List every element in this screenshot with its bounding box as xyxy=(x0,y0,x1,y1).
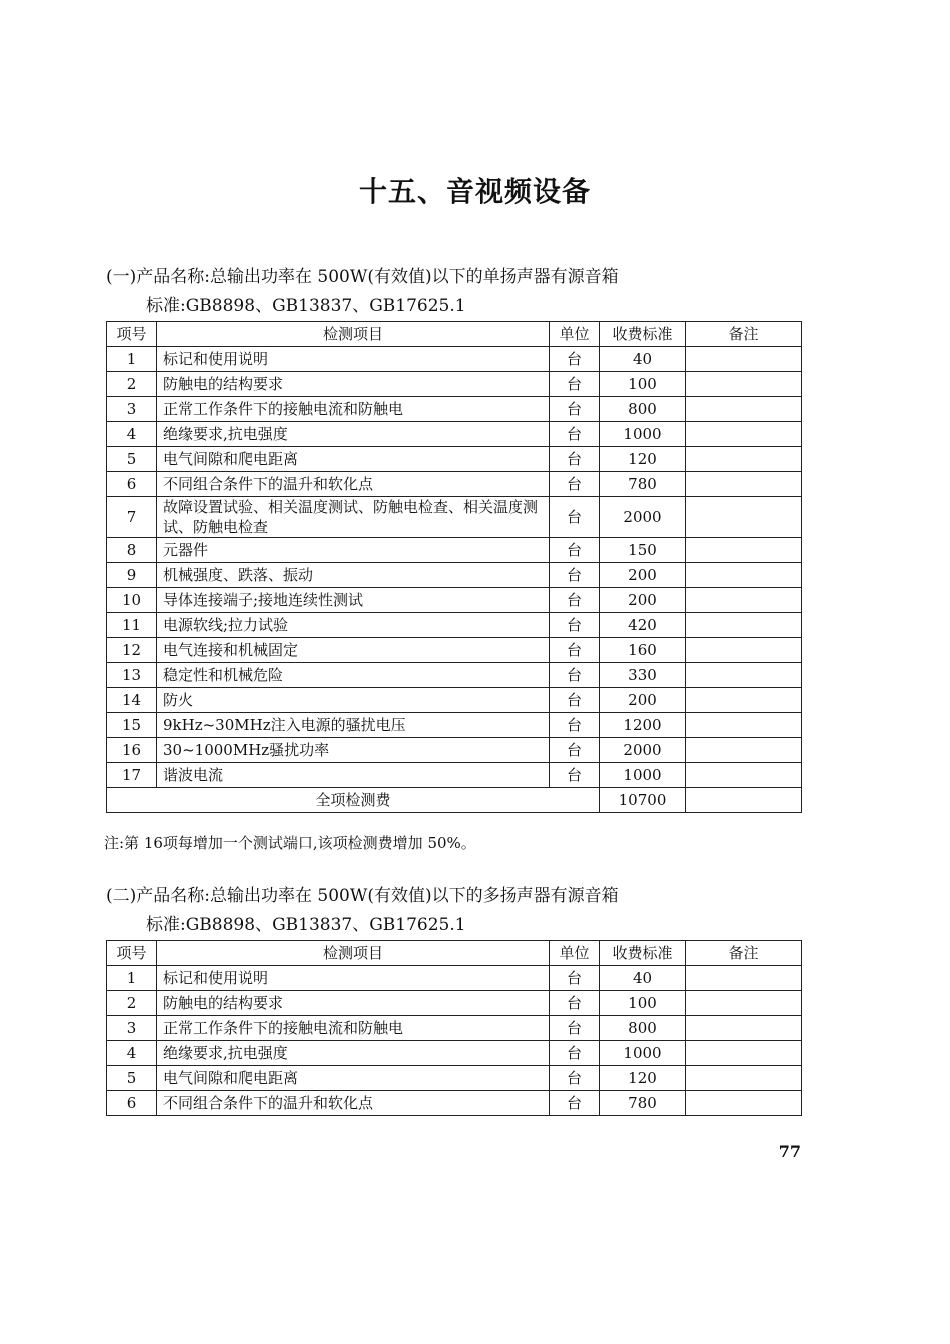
row-fee: 780 xyxy=(600,472,686,497)
row-fee: 1000 xyxy=(600,763,686,788)
table-row xyxy=(107,472,802,497)
header-fee: 收费标准 xyxy=(600,941,686,966)
section2-heading: (二)产品名称:总输出功率在 500W(有效值)以下的多扬声器有源音箱 xyxy=(106,886,619,906)
row-unit: 台 xyxy=(550,347,600,372)
row-unit: 台 xyxy=(550,663,600,688)
row-unit: 台 xyxy=(550,588,600,613)
table-row xyxy=(107,613,802,638)
row-unit: 台 xyxy=(550,1016,600,1041)
row-item: 30~1000MHz骚扰功率 xyxy=(157,738,550,763)
row-unit: 台 xyxy=(550,538,600,563)
table-row xyxy=(107,497,802,538)
table-header-row xyxy=(107,941,802,966)
table-row xyxy=(107,372,802,397)
row-remark xyxy=(686,713,802,738)
row-unit: 台 xyxy=(550,1091,600,1116)
table-row xyxy=(107,538,802,563)
row-number: 12 xyxy=(107,638,157,663)
row-remark xyxy=(686,991,802,1016)
row-item: 谐波电流 xyxy=(157,763,550,788)
row-item: 正常工作条件下的接触电流和防触电 xyxy=(157,1016,550,1041)
row-unit: 台 xyxy=(550,713,600,738)
row-remark xyxy=(686,397,802,422)
table-row xyxy=(107,1066,802,1091)
row-number: 17 xyxy=(107,763,157,788)
row-remark xyxy=(686,563,802,588)
row-number: 9 xyxy=(107,563,157,588)
row-unit: 台 xyxy=(550,372,600,397)
row-item: 稳定性和机械危险 xyxy=(157,663,550,688)
row-remark xyxy=(686,763,802,788)
row-fee: 330 xyxy=(600,663,686,688)
row-fee: 2000 xyxy=(600,497,686,538)
row-remark xyxy=(686,966,802,991)
row-remark xyxy=(686,1041,802,1066)
row-item: 防触电的结构要求 xyxy=(157,372,550,397)
header-unit: 单位 xyxy=(550,322,600,347)
row-unit: 台 xyxy=(550,472,600,497)
row-number: 6 xyxy=(107,1091,157,1116)
row-remark xyxy=(686,447,802,472)
row-unit: 台 xyxy=(550,447,600,472)
row-fee: 100 xyxy=(600,991,686,1016)
row-remark xyxy=(686,588,802,613)
row-remark xyxy=(686,472,802,497)
row-unit: 台 xyxy=(550,1041,600,1066)
row-fee: 1000 xyxy=(600,422,686,447)
table-row xyxy=(107,347,802,372)
row-unit: 台 xyxy=(550,1066,600,1091)
header-remark: 备注 xyxy=(686,941,802,966)
row-number: 10 xyxy=(107,588,157,613)
row-item: 绝缘要求,抗电强度 xyxy=(157,422,550,447)
header-unit: 单位 xyxy=(550,941,600,966)
row-number: 5 xyxy=(107,1066,157,1091)
row-unit: 台 xyxy=(550,613,600,638)
row-fee: 100 xyxy=(600,372,686,397)
table-row xyxy=(107,738,802,763)
total-fee: 10700 xyxy=(600,788,686,813)
row-unit: 台 xyxy=(550,422,600,447)
total-label: 全项检测费 xyxy=(107,788,600,813)
section1-note: 注:第 16项每增加一个测试端口,该项检测费增加 50%。 xyxy=(104,834,476,852)
row-item: 绝缘要求,抗电强度 xyxy=(157,1041,550,1066)
table-row xyxy=(107,397,802,422)
row-item: 9kHz~30MHz注入电源的骚扰电压 xyxy=(157,713,550,738)
table-row xyxy=(107,422,802,447)
row-item: 标记和使用说明 xyxy=(157,966,550,991)
table-row xyxy=(107,763,802,788)
row-unit: 台 xyxy=(550,966,600,991)
row-fee: 420 xyxy=(600,613,686,638)
row-item: 导体连接端子;接地连续性测试 xyxy=(157,588,550,613)
table-header-row xyxy=(107,322,802,347)
row-number: 8 xyxy=(107,538,157,563)
row-fee: 1000 xyxy=(600,1041,686,1066)
row-number: 2 xyxy=(107,991,157,1016)
table-row xyxy=(107,991,802,1016)
row-fee: 1200 xyxy=(600,713,686,738)
row-item: 防触电的结构要求 xyxy=(157,991,550,1016)
row-fee: 120 xyxy=(600,1066,686,1091)
row-number: 6 xyxy=(107,472,157,497)
section1-table xyxy=(106,321,802,813)
row-number: 2 xyxy=(107,372,157,397)
table-row xyxy=(107,966,802,991)
row-item: 故障设置试验、相关温度测试、防触电检查、相关温度测试、防触电检查 xyxy=(157,497,550,538)
row-unit: 台 xyxy=(550,497,600,538)
row-item: 电源软线;拉力试验 xyxy=(157,613,550,638)
table-row xyxy=(107,588,802,613)
row-item: 电气间隙和爬电距离 xyxy=(157,447,550,472)
row-item: 元器件 xyxy=(157,538,550,563)
header-fee: 收费标准 xyxy=(600,322,686,347)
row-fee: 160 xyxy=(600,638,686,663)
row-fee: 200 xyxy=(600,688,686,713)
row-fee: 800 xyxy=(600,397,686,422)
row-unit: 台 xyxy=(550,563,600,588)
row-remark xyxy=(686,538,802,563)
row-item: 电气间隙和爬电距离 xyxy=(157,1066,550,1091)
row-unit: 台 xyxy=(550,991,600,1016)
row-fee: 150 xyxy=(600,538,686,563)
row-remark xyxy=(686,638,802,663)
section1-standard: 标准:GB8898、GB13837、GB17625.1 xyxy=(146,296,466,316)
row-remark xyxy=(686,347,802,372)
row-remark xyxy=(686,738,802,763)
header-item: 检测项目 xyxy=(157,941,550,966)
table-row xyxy=(107,713,802,738)
row-number: 5 xyxy=(107,447,157,472)
header-no: 项号 xyxy=(107,941,157,966)
row-item: 防火 xyxy=(157,688,550,713)
header-no: 项号 xyxy=(107,322,157,347)
section2-table xyxy=(106,940,802,1116)
table-row xyxy=(107,688,802,713)
row-fee: 200 xyxy=(600,563,686,588)
row-fee: 40 xyxy=(600,347,686,372)
row-number: 3 xyxy=(107,397,157,422)
table-row xyxy=(107,447,802,472)
table-row xyxy=(107,638,802,663)
header-remark: 备注 xyxy=(686,322,802,347)
row-number: 16 xyxy=(107,738,157,763)
row-remark xyxy=(686,1016,802,1041)
row-number: 15 xyxy=(107,713,157,738)
table-row xyxy=(107,563,802,588)
row-item: 电气连接和机械固定 xyxy=(157,638,550,663)
row-unit: 台 xyxy=(550,738,600,763)
total-row xyxy=(107,788,802,813)
row-remark xyxy=(686,372,802,397)
section1-heading: (一)产品名称:总输出功率在 500W(有效值)以下的单扬声器有源音箱 xyxy=(106,267,619,287)
row-remark xyxy=(686,688,802,713)
row-remark xyxy=(686,497,802,538)
row-item: 不同组合条件下的温升和软化点 xyxy=(157,472,550,497)
row-fee: 200 xyxy=(600,588,686,613)
row-fee: 2000 xyxy=(600,738,686,763)
row-number: 7 xyxy=(107,497,157,538)
row-fee: 40 xyxy=(600,966,686,991)
section2-standard: 标准:GB8898、GB13837、GB17625.1 xyxy=(146,915,466,935)
page-number: 77 xyxy=(778,1142,801,1161)
row-unit: 台 xyxy=(550,763,600,788)
table-row xyxy=(107,1016,802,1041)
row-unit: 台 xyxy=(550,397,600,422)
row-fee: 120 xyxy=(600,447,686,472)
row-number: 4 xyxy=(107,1041,157,1066)
row-number: 13 xyxy=(107,663,157,688)
row-item: 机械强度、跌落、振动 xyxy=(157,563,550,588)
table-row xyxy=(107,663,802,688)
row-remark xyxy=(686,613,802,638)
row-number: 1 xyxy=(107,966,157,991)
total-remark xyxy=(686,788,802,813)
row-fee: 780 xyxy=(600,1091,686,1116)
row-number: 14 xyxy=(107,688,157,713)
table-row xyxy=(107,1091,802,1116)
section1-rows xyxy=(107,347,802,788)
row-number: 1 xyxy=(107,347,157,372)
row-item: 不同组合条件下的温升和软化点 xyxy=(157,1091,550,1116)
row-item: 正常工作条件下的接触电流和防触电 xyxy=(157,397,550,422)
row-number: 4 xyxy=(107,422,157,447)
row-remark xyxy=(686,422,802,447)
row-remark xyxy=(686,1066,802,1091)
row-item: 标记和使用说明 xyxy=(157,347,550,372)
page-title: 十五、音视频设备 xyxy=(358,175,591,208)
table-row xyxy=(107,1041,802,1066)
row-unit: 台 xyxy=(550,638,600,663)
row-remark xyxy=(686,663,802,688)
row-unit: 台 xyxy=(550,688,600,713)
row-fee: 800 xyxy=(600,1016,686,1041)
header-item: 检测项目 xyxy=(157,322,550,347)
section2-rows xyxy=(107,966,802,1116)
row-remark xyxy=(686,1091,802,1116)
row-number: 3 xyxy=(107,1016,157,1041)
row-number: 11 xyxy=(107,613,157,638)
